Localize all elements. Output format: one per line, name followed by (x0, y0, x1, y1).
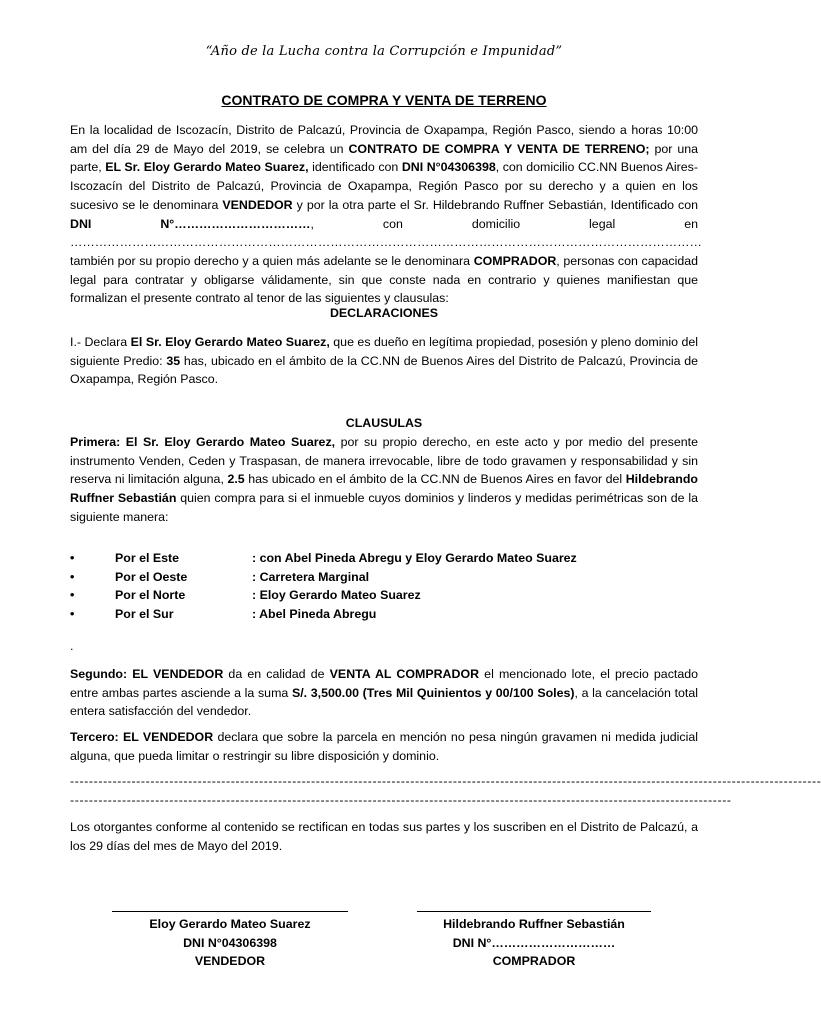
clausula-primera: Primera: El Sr. Eloy Gerardo Mateo Suarez, por su propio derecho, en este acto y por medio del presente instrumento Venden, Ceden y Traspasan, de manera irrevocable, libre de todo gravamen y responsabilidad y sin reserva ni limitación alguna, 2.5 has ubicado en el ámbito de la CC.NN de Buenos Aires en favor del Hildebrando Ruffner Sebastián quien compra para si el inmueble cuyos dominios y linderos y medidas perimétricas son de la siguiente manera: (70, 435, 698, 524)
lindero-item: • Por el Norte : Eloy Gerardo Mateo Suarez (70, 588, 421, 603)
lindero-item: • Por el Oeste : Carretera Marginal (70, 569, 370, 584)
lindero-item: • Por el Este : con Abel Pineda Abregu y Eloy Gerardo Mateo Suarez (70, 551, 577, 565)
signature-line (417, 911, 651, 912)
comprador-name: Hildebrando Ruffner Sebastián (443, 917, 625, 931)
clausula-tercero: Tercero: EL VENDEDOR declara que sobre la parcela en mención no pesa ningún gravamen ni medida judicial alguna, que pueda limitar o restringir su libre disposición y dominio. (70, 730, 698, 763)
dash-line: --------------------------------------------------------------------------------------------------------------------------------------------------------------- (70, 774, 821, 788)
comprador-signature-block (417, 911, 651, 971)
declaraciones-heading: DECLARACIONES (329, 306, 439, 320)
closing-paragraph: Los otorgantes conforme al contenido se rectifican en todas sus partes y los suscriben en el Distrito de Palcazú, a los 29 días del mes de Mayo del 2019. (70, 820, 698, 853)
stray-dot: . (70, 639, 74, 653)
clausulas-heading: CLAUSULAS (345, 416, 423, 430)
lindero-item: • Por el Sur : Abel Pineda Abregu (70, 607, 377, 622)
declaracion-paragraph: I.- Declara El Sr. Eloy Gerardo Mateo Suarez, que es dueño en legítima propiedad, posesión y pleno dominio del siguiente Predio: 35 has, ubicado en el ámbito de la CC.NN de Buenos Aires del Distrito de Palcazú, Provincia de Oxapampa, Región Pasco. (70, 335, 698, 387)
vendedor-dni: DNI N°04306398 (183, 935, 277, 950)
vendedor-name: Eloy Gerardo Mateo Suarez (149, 917, 311, 931)
signature-line (112, 911, 348, 912)
intro-paragraph: En la localidad de Iscozacín, Distrito de Palcazú, Provincia de Oxapampa, Región Pasco, siendo a horas 10:00 am del día 29 de Mayo del 2019, se celebra un CONTRATO DE COMPRA Y VENTA DE TERRENO; por una parte, EL Sr. Eloy Gerardo Mateo Suarez, identificado con DNI N°04306398, con domicilio CC.NN Buenos Aires-Iscozacín del Distrito de Palcazú, Provincia de Oxapampa, Región Pasco por su derecho y a quien en los sucesivo se le denominara VENDEDOR y por la otra parte el Sr. Hildebrando Ruffner Sebastián, Identificado con DNI N°……………………………, con domicilio legal en ……………………………………………………………………………………………………………………………………… también por su propio derecho y a quien más adelante se le denominara COMPRADOR, personas con capacidad legal para contratar y obligarse válidamente, sin que conste nada en contrario y quienes manifiestan que formalizan el presente contrato al tenor de las siguientes y clausulas: (70, 123, 702, 306)
comprador-dni: DNI N°………………………… (452, 935, 616, 950)
dash-line: -------------------------------------------------------------------------------------------------------------------------------------------- (70, 793, 732, 807)
linderos-list (70, 549, 670, 624)
vendedor-signature-block (112, 911, 348, 971)
clausula-segundo: Segundo: EL VENDEDOR da en calidad de VENTA AL COMPRADOR el mencionado lote, el precio pactado entre ambas partes asciende a la suma S/. 3,500.00 (Tres Mil Quinientos y 00/100 Soles), a la cancelación total entera satisfacción del vendedor. (70, 667, 699, 719)
header-motto: “Año de la Lucha contra la Corrupción e Impunidad” (205, 44, 563, 59)
document-title: CONTRATO DE COMPRA Y VENTA DE TERRENO (221, 92, 547, 108)
comprador-role: COMPRADOR (492, 954, 576, 968)
vendedor-role: VENDEDOR (194, 954, 266, 968)
